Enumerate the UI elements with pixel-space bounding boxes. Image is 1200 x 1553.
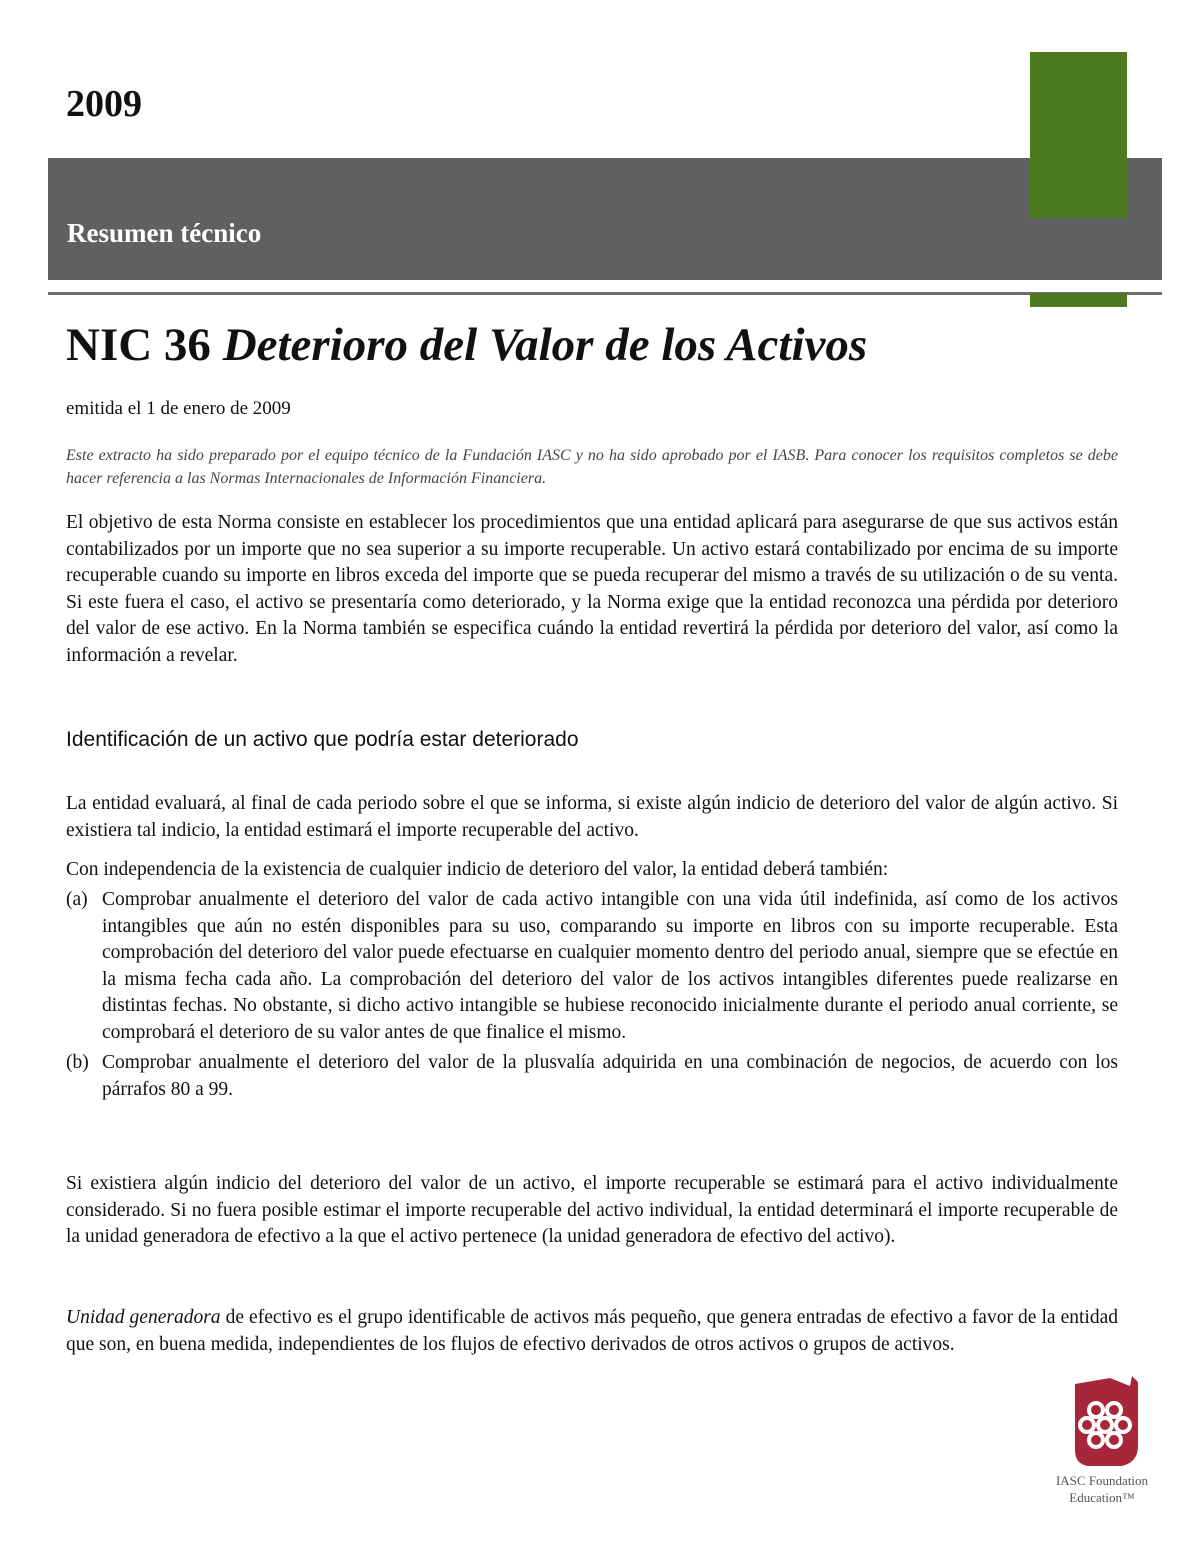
issue-date: emitida el 1 de enero de 2009	[66, 398, 291, 419]
logo-line-2: Education™	[1069, 1490, 1135, 1505]
list-item-label: (b)	[66, 1052, 89, 1073]
list-item-text: Comprobar anualmente el deterioro del valor de cada activo intangible con una vida útil indefinida, así como de los activos intangibles que aún no estén disponibles para su uso, comparando su importe en libros con su importe recuperable. Esta comprobación del deterioro del valor puede efectuarse en cualquier momento dentro del periodo anual, siempre que se efectúe en la misma fecha cada año. La comprobación del deterioro del valor de los activos intangibles diferentes puede realizarse en distintas fechas. No obstante, si dicho activo intangible se hubiese reconocido inicialmente durante el periodo anual corriente, se comprobará el deterioro de su valor antes de que finalice el mismo.	[102, 889, 1118, 1043]
requirements-list	[66, 887, 1118, 1107]
document-title	[66, 318, 867, 372]
paragraph-evaluation: La entidad evaluará, al final de cada periodo sobre el que se informa, si existe algún indicio de deterioro del valor de algún activo. Si existiera tal indicio, la entidad estimará el importe recuperable del activo.	[66, 793, 1118, 841]
divider-rule	[48, 292, 1162, 295]
term-cash-generating-unit: Unidad generadora	[66, 1307, 221, 1328]
list-item	[66, 887, 1118, 1046]
logo-line-1: IASC Foundation	[1055, 1473, 1149, 1488]
paragraph-cash-generating-unit	[66, 1305, 1118, 1358]
definition-text: de efectivo es el grupo identificable de activos más pequeño, que genera entradas de efectivo a favor de la entidad que son, en buena medida, independientes de los flujos de efectivo derivados de otros activos o grupos de activos.	[66, 1307, 1118, 1355]
section-heading: Identificación de un activo que podría estar deteriorado	[66, 728, 579, 751]
objective-paragraph: El objetivo de esta Norma consiste en establecer los procedimientos que una entidad aplicará para asegurarse de que sus activos están contabilizados por un importe que no sea superior a su importe recuperable. Un activo estará contabilizado por encima de su importe recuperable cuando su importe en libros exceda del importe que se pueda recuperar del mismo a través de su utilización o de su venta. Si este fuera el caso, el activo se presentaría como deteriorado, y la Norma exige que la entidad reconozca una pérdida por deterioro del valor de ese activo. En la Norma también se especifica cuándo la entidad revertirá la pérdida por deterioro del valor, así como la información a revelar.	[66, 512, 1118, 666]
list-item-label: (a)	[66, 889, 88, 910]
accent-bar-bottom	[1030, 293, 1127, 307]
disclaimer: Este extracto ha sido preparado por el equipo técnico de la Fundación IASC y no ha sido aprobado por el IASB. Para conocer los requisitos completos se debe hacer referencia a las Normas Internacionales de Información Financiera.	[66, 447, 1118, 487]
band-title: Resumen técnico	[67, 218, 262, 248]
standard-name: Deterioro del Valor de los Activos	[222, 319, 868, 371]
standard-code: NIC 36	[66, 319, 211, 371]
list-item-text: Comprobar anualmente el deterioro del valor de la plusvalía adquirida en una combinación de negocios, de acuerdo con los párrafos 80 a 99.	[102, 1052, 1118, 1100]
paragraph-independence: Con independencia de la existencia de cualquier indicio de deterioro del valor, la entidad deberá también:	[66, 859, 889, 880]
paragraph-recoverable-amount: Si existiera algún indicio del deterioro del valor de un activo, el importe recuperable se estimará para el activo individualmente considerado. Si no fuera posible estimar el importe recuperable del activo individual, la entidad determinará el importe recuperable de la unidad generadora de efectivo a la que el activo pertenece (la unidad generadora de efectivo del activo).	[66, 1173, 1118, 1247]
iasc-foundation-logo	[1040, 1374, 1170, 1544]
list-item	[66, 1050, 1118, 1103]
year: 2009	[66, 83, 142, 125]
accent-bar-top	[1030, 52, 1127, 218]
logo-caption	[1036, 1472, 1168, 1506]
